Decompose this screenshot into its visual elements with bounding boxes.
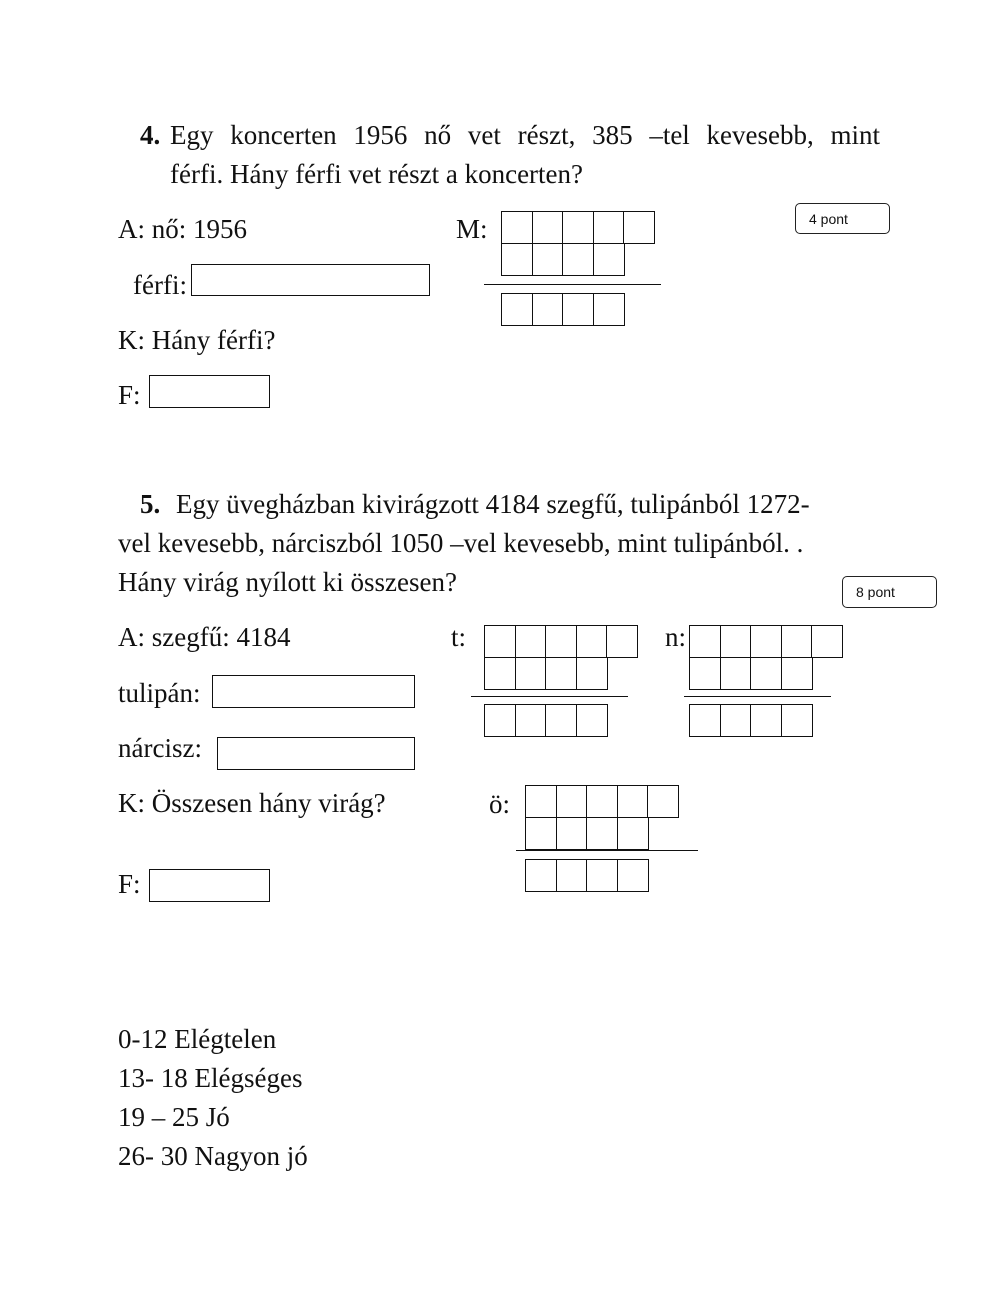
narcisz-label: nárcisz: (118, 733, 202, 763)
problem-4-line-2: férfi. Hány férfi vet részt a koncerten? (170, 159, 584, 189)
digit-cell[interactable] (593, 243, 625, 276)
digit-cell[interactable] (532, 211, 564, 244)
digit-cell[interactable] (720, 625, 752, 658)
digit-cell[interactable] (576, 704, 608, 737)
answer-input-5[interactable] (149, 869, 270, 902)
digit-cell[interactable] (720, 657, 752, 690)
narcisz-input[interactable] (217, 737, 415, 770)
digit-cell[interactable] (750, 704, 782, 737)
digit-cell[interactable] (562, 293, 594, 326)
answer-label-5: F: (118, 869, 141, 899)
calc-m-result-row (501, 293, 623, 326)
calc-m-sum-line (484, 284, 661, 285)
problem-4-statement (140, 115, 160, 155)
tulipan-input[interactable] (212, 675, 415, 708)
digit-cell[interactable] (586, 859, 618, 892)
answer-label-4: F: (118, 380, 141, 410)
digit-cell[interactable] (593, 293, 625, 326)
grade-line-2: 13- 18 Elégséges (118, 1063, 303, 1093)
digit-cell[interactable] (689, 657, 721, 690)
given-label-4: A: nő: 1956 (118, 214, 248, 244)
points-badge-5: 8 pont (842, 576, 937, 608)
digit-cell[interactable] (623, 211, 655, 244)
calc-o-sum-line (516, 850, 698, 851)
digit-cell[interactable] (556, 817, 588, 850)
digit-cell[interactable] (576, 625, 608, 658)
digit-cell[interactable] (586, 817, 618, 850)
calc-t-row-2 (484, 657, 606, 690)
calc-m-row-1 (501, 211, 654, 244)
calc-m-row-2 (501, 243, 623, 276)
calc-n-sum-line (684, 696, 831, 697)
digit-cell[interactable] (606, 625, 638, 658)
digit-cell[interactable] (545, 625, 577, 658)
problem-4-line-1: Egy koncerten 1956 nő vet részt, 385 –tel kevesebb, mint (170, 120, 880, 150)
question-label-4: K: Hány férfi? (118, 325, 276, 355)
digit-cell[interactable] (576, 657, 608, 690)
digit-cell[interactable] (720, 704, 752, 737)
calc-o-result-row (525, 859, 647, 892)
problem-5-statement (140, 484, 160, 524)
digit-cell[interactable] (545, 704, 577, 737)
digit-cell[interactable] (556, 859, 588, 892)
digit-cell[interactable] (750, 657, 782, 690)
calc-t-row-1 (484, 625, 637, 658)
digit-cell[interactable] (532, 293, 564, 326)
problem-5-number: 5. (140, 489, 161, 519)
digit-cell[interactable] (811, 625, 843, 658)
digit-cell[interactable] (781, 704, 813, 737)
digit-cell[interactable] (525, 785, 557, 818)
answer-input-4[interactable] (149, 375, 270, 408)
digit-cell[interactable] (532, 243, 564, 276)
digit-cell[interactable] (525, 817, 557, 850)
digit-cell[interactable] (501, 293, 533, 326)
points-badge-4: 4 pont (795, 203, 890, 234)
problem-5-line-3: Hány virág nyílott ki összesen? (118, 567, 457, 597)
digit-cell[interactable] (484, 657, 516, 690)
calc-t-sum-line (471, 696, 628, 697)
digit-cell[interactable] (562, 211, 594, 244)
calc-n-row-1 (689, 625, 842, 658)
digit-cell[interactable] (586, 785, 618, 818)
grade-line-4: 26- 30 Nagyon jó (118, 1141, 308, 1171)
question-label-5: K: Összesen hány virág? (118, 788, 386, 818)
calc-o-row-2 (525, 817, 647, 850)
tulipan-label: tulipán: (118, 678, 201, 708)
digit-cell[interactable] (484, 625, 516, 658)
calc-n-row-2 (689, 657, 811, 690)
calc-m-label: M: (456, 214, 488, 244)
digit-cell[interactable] (562, 243, 594, 276)
digit-cell[interactable] (689, 625, 721, 658)
digit-cell[interactable] (501, 243, 533, 276)
calc-t-label: t: (451, 622, 467, 652)
ferfi-label: férfi: (133, 270, 187, 300)
digit-cell[interactable] (781, 625, 813, 658)
ferfi-input[interactable] (191, 264, 430, 296)
digit-cell[interactable] (593, 211, 625, 244)
digit-cell[interactable] (647, 785, 679, 818)
calc-o-row-1 (525, 785, 678, 818)
digit-cell[interactable] (617, 817, 649, 850)
digit-cell[interactable] (750, 625, 782, 658)
digit-cell[interactable] (501, 211, 533, 244)
grade-line-3: 19 – 25 Jó (118, 1102, 230, 1132)
digit-cell[interactable] (781, 657, 813, 690)
calc-n-label: n: (665, 622, 687, 652)
digit-cell[interactable] (617, 785, 649, 818)
digit-cell[interactable] (515, 704, 547, 737)
digit-cell[interactable] (556, 785, 588, 818)
given-label-5: A: szegfű: 4184 (118, 622, 291, 652)
digit-cell[interactable] (484, 704, 516, 737)
problem-4-number: 4. (140, 120, 161, 150)
calc-o-label: ö: (489, 789, 511, 819)
problem-5-line-1: Egy üvegházban kivirágzott 4184 szegfű, tulipánból 1272- (176, 489, 810, 519)
grade-line-1: 0-12 Elégtelen (118, 1024, 277, 1054)
digit-cell[interactable] (525, 859, 557, 892)
digit-cell[interactable] (689, 704, 721, 737)
digit-cell[interactable] (617, 859, 649, 892)
problem-5-line-2: vel kevesebb, nárciszból 1050 –vel kevesebb, mint tulipánból. . (118, 528, 804, 558)
digit-cell[interactable] (515, 625, 547, 658)
digit-cell[interactable] (545, 657, 577, 690)
calc-t-result-row (484, 704, 606, 737)
calc-n-result-row (689, 704, 811, 737)
digit-cell[interactable] (515, 657, 547, 690)
